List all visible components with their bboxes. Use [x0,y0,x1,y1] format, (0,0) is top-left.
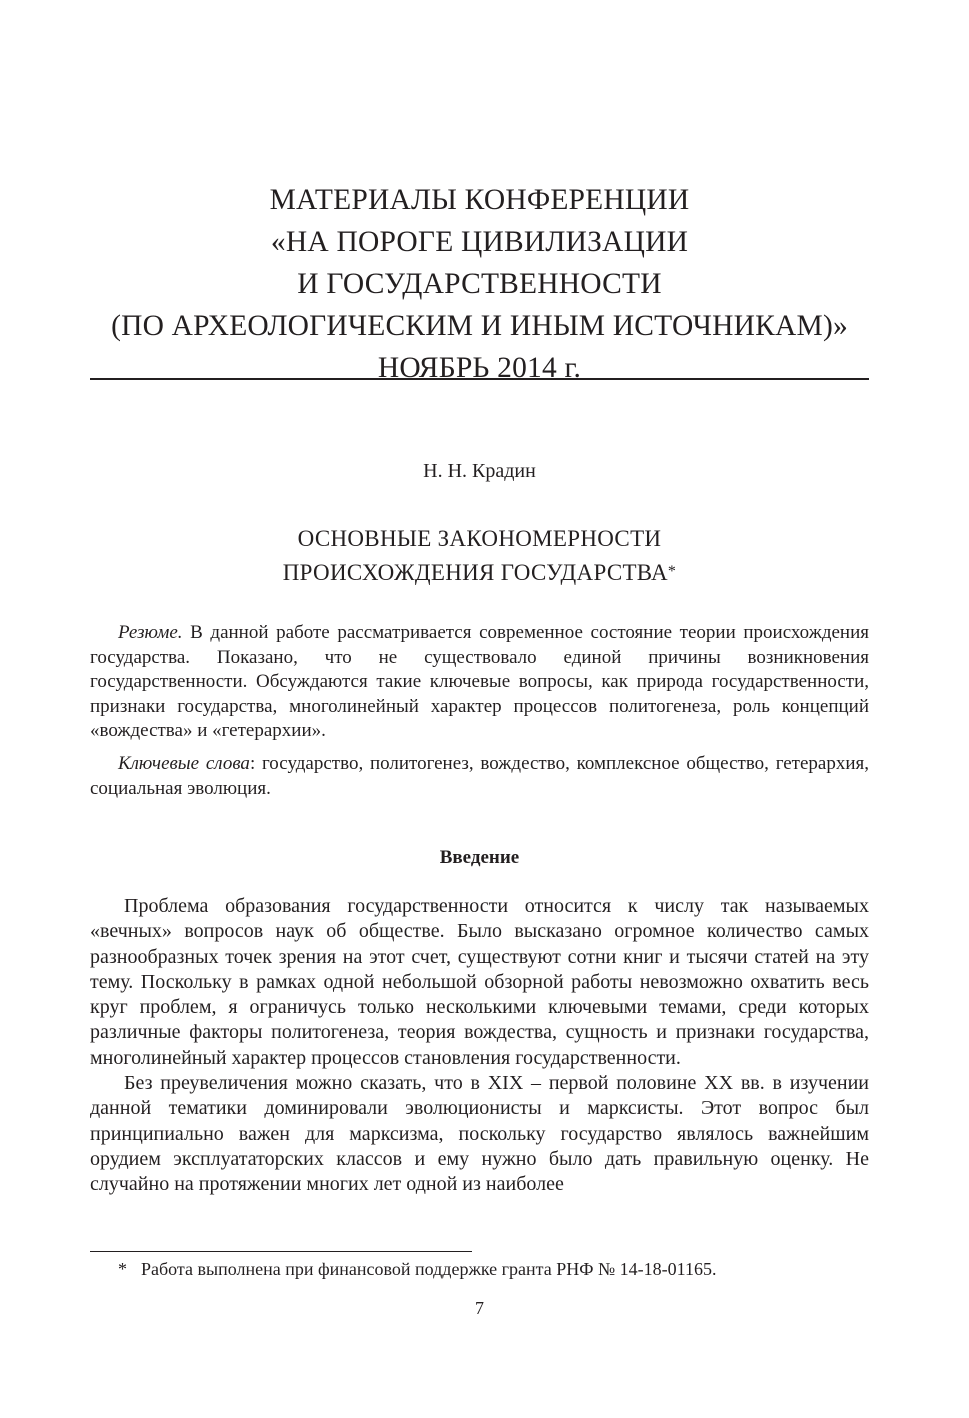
abstract-paragraph [90,621,869,744]
conference-title-line: И ГОСУДАРСТВЕННОСТИ [297,268,662,300]
body-text [90,894,869,1198]
section-heading: Введение [439,847,520,868]
keywords-label: Ключевые слова [118,753,250,774]
conference-title [90,179,869,389]
abstract-text: В данной работе рассматривается современное состояние теории происхождения государства. Показано, что не существовало единой причины возникновения государственности. Обсуждаются такие ключевые вопросы, как природа государственности, признаки государства, многолинейный характер процессов политогенеза, роль концепций «вождества» и «гетерархии». [90,622,869,741]
article-title-line: ПРОИСХОЖДЕНИЯ ГОСУДАРСТВА [282,560,668,585]
article-title-line-with-mark [90,555,869,589]
author-name: Н. Н. Крадин [423,460,536,482]
body-paragraph: Без преувеличения можно сказать, что в XIX – первой половине XX вв. в изучении данной тематики доминировали эволюционисты и марксисты. Этот вопрос был принципиально важен для марксизма, поскольку государство являлось важнейшим орудием эксплуататорских классов и ему нужно было дать правильную оценку. Не случайно на протяжении многих лет одной из наиболее [90,1072,869,1196]
footnote-reference-mark: * [667,563,677,580]
title-divider [90,378,869,380]
abstract [90,621,869,744]
footnote-divider [90,1251,472,1252]
conference-title-line: МАТЕРИАЛЫ КОНФЕРЕНЦИИ [269,184,690,216]
page-number: 7 [475,1298,484,1318]
footnote-text: Работа выполнена при финансовой поддержке гранта РНФ № 14-18-01165. [141,1259,717,1279]
conference-title-line: НОЯБРЬ 2014 г. [377,352,582,384]
keywords [90,752,869,801]
footnote-mark: * [118,1259,127,1279]
footnote [118,1257,716,1281]
abstract-label: Резюме. [118,622,183,643]
body-paragraph: Проблема образования государственности относится к числу так называемых «вечных» вопросов наук об обществе. Было высказано огромное количество самых разнообразных точек зрения на этот счет, существуют сотни книг и тысячи статей на эту тему. Поскольку в рамках одной небольшой обзорной работы невозможно охватить весь круг проблем, я ограничусь только несколькими ключевыми темами, среди которых различные факторы политогенеза, теория вождества, сущность и признаки государства, многолинейный характер процессов становления государственности. [90,895,869,1069]
conference-title-line: «НА ПОРОГЕ ЦИВИЛИЗАЦИИ [270,226,689,258]
article-title-line: ОСНОВНЫЕ ЗАКОНОМЕРНОСТИ [297,526,662,551]
article-title [90,522,869,589]
keywords-paragraph [90,752,869,801]
conference-title-line: (ПО АРХЕОЛОГИЧЕСКИМ И ИНЫМ ИСТОЧНИКАМ)» [111,310,848,342]
keywords-text: : государство, политогенез, вождество, комплексное общество, гетерархия, социальная эволюция. [90,753,869,799]
